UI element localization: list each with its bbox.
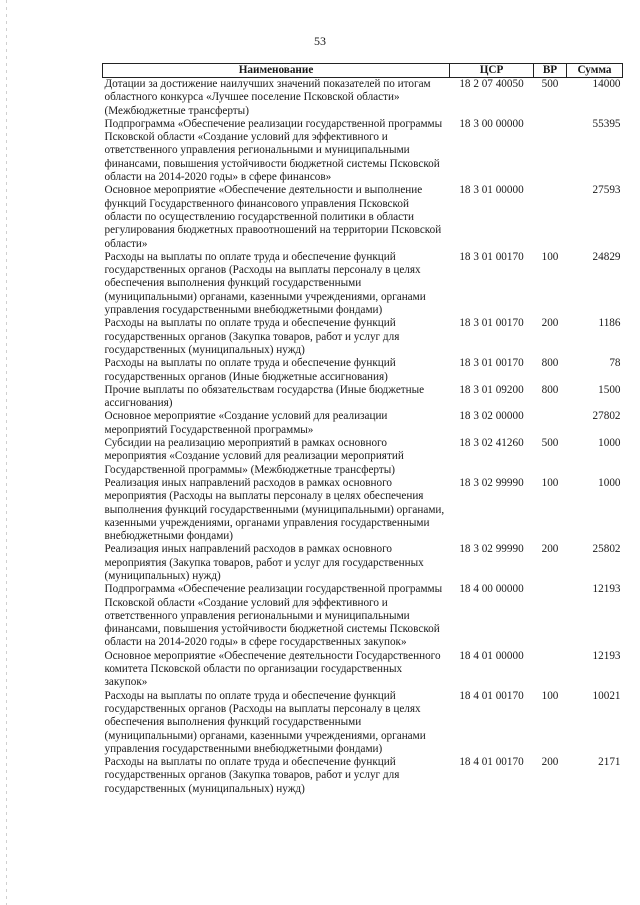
row-csr-cell: 18 3 01 00170	[459, 250, 524, 263]
row-csr-cell: 18 4 00 00000	[459, 583, 524, 596]
row-sum-cell: 14000	[592, 78, 621, 90]
row-vr-cell: 100	[541, 476, 559, 489]
row-vr-cell	[534, 410, 567, 437]
row-sum-cell: 78	[609, 357, 621, 370]
header-csr: ЦСР	[450, 64, 534, 78]
table-row	[103, 543, 623, 583]
row-csr-cell: 18 3 01 00170	[459, 317, 524, 330]
row-vr-cell: 500	[541, 437, 559, 450]
row-sum-cell: 2171	[598, 756, 621, 769]
row-csr-cell: 18 3 01 00000	[459, 184, 524, 197]
row-vr-cell: 800	[541, 357, 559, 370]
row-sum-cell: 1186	[598, 317, 621, 330]
header-row	[103, 64, 623, 78]
row-csr-cell: 18 3 02 41260	[459, 437, 524, 450]
row-vr-cell: 200	[541, 756, 559, 769]
row-name-cell: Реализация иных направлений расходов в рамках основного мероприятия (Расходы на выплаты персоналу в целях обеспечения выполнения функций государственными (муниципальными) органами, казенными учреждениями, органами управления государственными внебюджетными фондами)	[104, 476, 445, 543]
row-vr-cell: 100	[541, 689, 559, 702]
table-row	[103, 184, 623, 250]
row-csr-cell: 18 4 01 00170	[459, 756, 524, 769]
row-sum-cell: 1000	[598, 476, 621, 489]
row-sum-cell: 27802	[592, 410, 621, 423]
row-name-cell: Основное мероприятие «Создание условий для реализации мероприятий Государственной программы»	[104, 410, 388, 436]
row-name-cell: Расходы на выплаты по оплате труда и обеспечение функций государственных органов (Иные бюджетные ассигнования)	[104, 357, 396, 383]
table-row	[103, 118, 623, 184]
row-sum-cell: 27593	[592, 184, 621, 197]
table-row	[103, 650, 623, 690]
page-number: 53	[314, 34, 326, 48]
row-sum-cell: 25802	[592, 543, 621, 556]
row-sum-cell: 55395	[592, 117, 621, 130]
row-name-cell: Дотации за достижение наилучших значений показателей по итогам областного конкурса «Лучшее поселение Псковской области» (Межбюджетные трансферты)	[104, 78, 431, 117]
row-name-cell: Прочие выплаты по обязательствам государства (Иные бюджетные ассигнования)	[104, 383, 425, 410]
table-row	[103, 384, 623, 411]
row-name-cell: Подпрограмма «Обеспечение реализации государственной программы Псковской области «Создание условий для эффективного и ответственного управления региональными и муниципальными финансами, повышения устойчивости бюджетной системы Псковской области на 2014-2020 годы» в сфере государственных закупок»	[104, 583, 443, 649]
row-sum-cell: 12193	[592, 583, 621, 596]
table-row	[103, 357, 623, 384]
row-vr-cell: 100	[541, 250, 559, 263]
row-name-cell: Основное мероприятие «Обеспечение деятельности Государственного комитета Псковской области по организации государственных закупок»	[104, 649, 441, 689]
header-sum: Сумма	[567, 64, 623, 78]
row-csr-cell: 18 3 02 99990	[459, 543, 524, 556]
row-vr-cell	[534, 583, 567, 649]
row-csr-cell: 18 3 01 09200	[459, 383, 524, 396]
header-name: Наименование	[103, 64, 450, 78]
row-csr-cell: 18 2 07 40050	[459, 78, 524, 90]
row-sum-cell: 24829	[592, 250, 621, 263]
row-name-cell: Расходы на выплаты по оплате труда и обеспечение функций государственных органов (Закупка товаров, работ и услуг для государственных (муниципальных) нужд)	[104, 756, 400, 795]
row-csr-cell: 18 3 00 00000	[459, 117, 524, 130]
row-name-cell: Основное мероприятие «Обеспечение деятельности и выполнение функций Государственного финансового управления Псковской области по осуществлению государственной политики в области регулирования бюджетных правоотношений на территории Псковской области»	[104, 184, 442, 250]
table-row	[103, 583, 623, 649]
row-name-cell: Реализация иных направлений расходов в рамках основного мероприятия (Закупка товаров, работ и услуг для государственных (муниципальных) нужд)	[104, 543, 424, 582]
table-row	[103, 477, 623, 543]
table-row	[103, 756, 623, 796]
table-row	[103, 317, 623, 357]
row-csr-cell: 18 3 02 99990	[459, 476, 524, 489]
table-row	[103, 410, 623, 437]
table-row	[103, 251, 623, 317]
row-sum-cell: 10021	[592, 689, 621, 702]
table-row	[103, 437, 623, 477]
row-vr-cell: 200	[541, 543, 559, 556]
row-vr-cell: 500	[541, 78, 559, 90]
table-row	[103, 690, 623, 756]
row-sum-cell: 12193	[592, 649, 621, 662]
table-row	[103, 78, 623, 118]
scan-edge	[6, 0, 7, 905]
row-name-cell: Подпрограмма «Обеспечение реализации государственной программы Псковской области «Создание условий для эффективного и ответственного управления региональными и муниципальными финансами, повышения устойчивости бюджетной системы Псковской области на 2014-2020 годы» в сфере финансов»	[104, 117, 443, 184]
row-sum-cell: 1500	[598, 383, 621, 396]
row-name-cell: Расходы на выплаты по оплате труда и обеспечение функций государственных органов (Закупка товаров, работ и услуг для государственных (муниципальных) нужд)	[104, 317, 400, 356]
row-sum-cell: 1000	[598, 437, 621, 450]
row-csr-cell: 18 3 01 00170	[459, 357, 524, 370]
row-name-cell: Расходы на выплаты по оплате труда и обеспечение функций государственных органов (Расходы на выплаты персоналу в целях обеспечения выполнения функций государственными (муниципальными) органами, казенными учреждениями, органами управления государственными внебюджетными фондами)	[104, 250, 426, 317]
budget-table	[102, 63, 623, 796]
row-name-cell: Субсидии на реализацию мероприятий в рамках основного мероприятия «Создание условий для реализации мероприятий Государственной программы» (Межбюджетные трансферты)	[104, 437, 404, 476]
row-vr-cell	[534, 118, 567, 184]
row-csr-cell: 18 4 01 00000	[459, 649, 524, 662]
row-csr-cell: 18 4 01 00170	[459, 689, 524, 702]
row-csr-cell: 18 3 02 00000	[459, 410, 524, 423]
row-vr-cell: 200	[541, 317, 559, 330]
row-vr-cell	[534, 650, 567, 690]
row-vr-cell: 800	[541, 383, 559, 396]
header-vr: ВР	[534, 64, 567, 78]
row-name-cell: Расходы на выплаты по оплате труда и обеспечение функций государственных органов (Расходы на выплаты персоналу в целях обеспечения выполнения функций государственными (муниципальными) органами, казенными учреждениями, органами управления государственными внебюджетными фондами)	[104, 689, 426, 755]
row-vr-cell	[534, 184, 567, 250]
